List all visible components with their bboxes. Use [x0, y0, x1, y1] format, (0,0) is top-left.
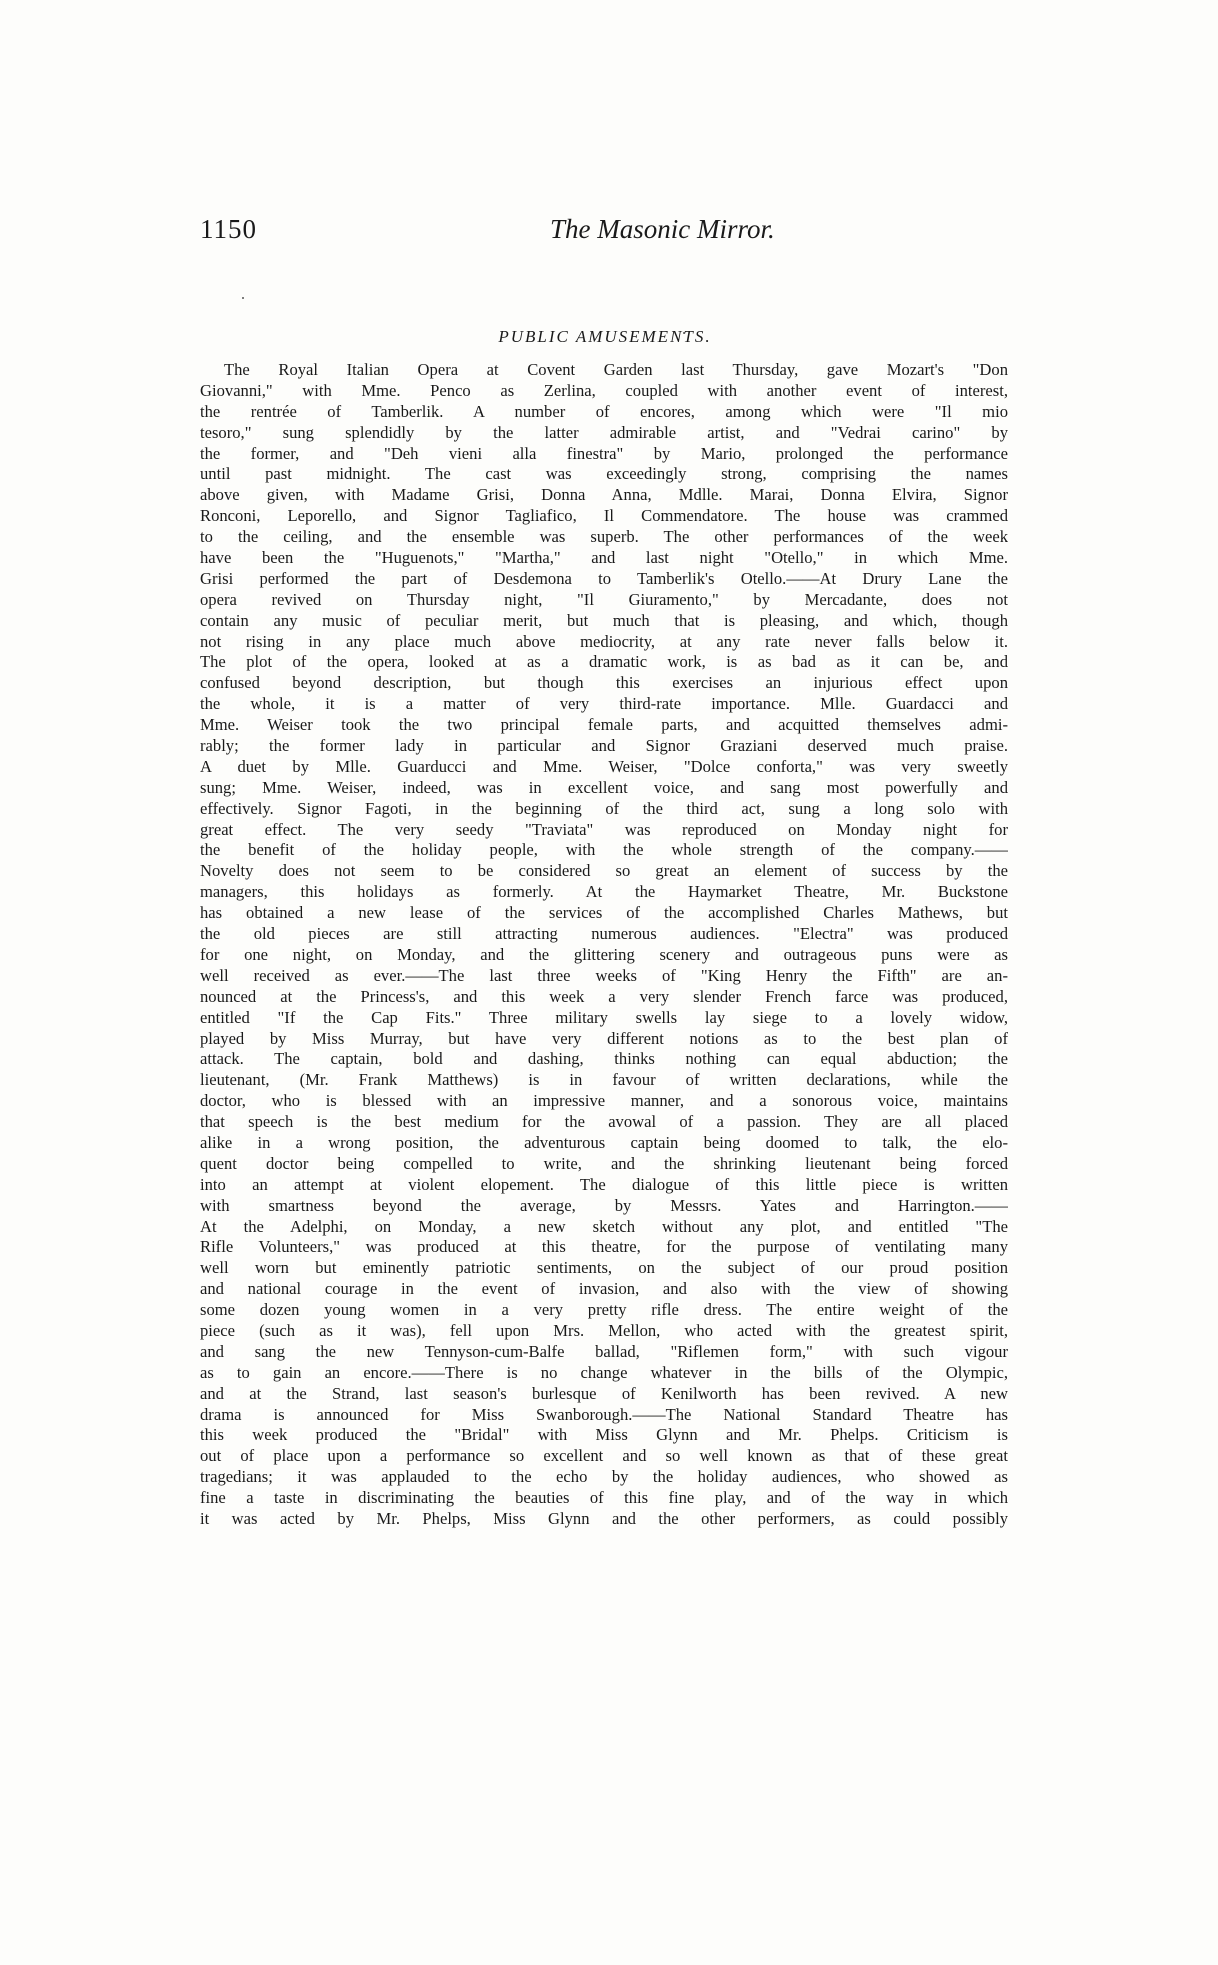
article-line: the whole, it is a matter of very third-rate importance. Mlle. Guardacci and [200, 694, 1008, 714]
page-header [200, 214, 1010, 254]
article-line: it was acted by Mr. Phelps, Miss Glynn and the other performers, as could possibly [200, 1508, 1008, 1528]
article-line: effectively. Signor Fagoti, in the beginning of the third act, sung a long solo with [200, 798, 1008, 818]
article-line: Ronconi, Leporello, and Signor Tagliafico, Il Commendatore. The house was crammed [200, 506, 1008, 526]
article-line: and sang the new Tennyson-cum-Balfe ballad, "Riflemen form," with such vigour [200, 1341, 1008, 1361]
article-line: into an attempt at violent elopement. The dialogue of this little piece is written [200, 1174, 1008, 1194]
article-line: Grisi performed the part of Desdemona to Tamberlik's Otello.——At Drury Lane the [200, 568, 1008, 588]
page-number: 1150 [200, 214, 257, 244]
article-line: opera revived on Thursday night, "Il Giuramento," by Mercadante, does not [200, 589, 1008, 609]
article-line: confused beyond description, but though this exercises an injurious effect upon [200, 673, 1008, 693]
article-line: the benefit of the holiday people, with the whole strength of the company.—— [200, 840, 1008, 860]
article-line: above given, with Madame Grisi, Donna Anna, Mdlle. Marai, Donna Elvira, Signor [200, 485, 1008, 505]
section-title: PUBLIC AMUSEMENTS. [498, 327, 712, 346]
article-line: not rising in any place much above mediocrity, at any rate never falls below it. [200, 631, 1008, 651]
article-line: attack. The captain, bold and dashing, thinks nothing can equal abduction; the [200, 1049, 1008, 1069]
article-line: the old pieces are still attracting numerous audiences. "Electra" was produced [200, 924, 1008, 944]
article-line: sung; Mme. Weiser, indeed, was in excellent voice, and sang most powerfully and [200, 777, 1008, 797]
article-line: The plot of the opera, looked at as a dramatic work, is as bad as it can be, and [200, 652, 1008, 672]
article-line: doctor, who is blessed with an impressive manner, and a sonorous voice, maintains [200, 1091, 1008, 1111]
article-line: this week produced the "Bridal" with Miss Glynn and Mr. Phelps. Criticism is [200, 1425, 1008, 1445]
article-line: nounced at the Princess's, and this week a very slender French farce was produced, [200, 986, 1008, 1006]
article-line: that speech is the best medium for the avowal of a passion. They are all placed [200, 1112, 1008, 1132]
article-line: Mme. Weiser took the two principal female parts, and acquitted themselves admi- [200, 715, 1008, 735]
article-line: well worn but eminently patriotic sentiments, on the subject of our proud position [200, 1258, 1008, 1278]
article-line: great effect. The very seedy "Traviata" was reproduced on Monday night for [200, 819, 1008, 839]
article-line: At the Adelphi, on Monday, a new sketch without any plot, and entitled "The [200, 1216, 1008, 1236]
article-line: entitled "If the Cap Fits." Three military swells lay siege to a lovely widow, [200, 1007, 1008, 1027]
article-body [200, 360, 1008, 1530]
article-line: to the ceiling, and the ensemble was superb. The other performances of the week [200, 527, 1008, 547]
article-line: well received as ever.——The last three weeks of "King Henry the Fifth" are an- [200, 965, 1008, 985]
article-line: Rifle Volunteers," was produced at this theatre, for the purpose of ventilating many [200, 1237, 1008, 1257]
article-line: alike in a wrong position, the adventurous captain being doomed to talk, the elo- [200, 1132, 1008, 1152]
article-line: managers, this holidays as formerly. At the Haymarket Theatre, Mr. Buckstone [200, 882, 1008, 902]
article-line: the former, and "Deh vieni alla finestra" by Mario, prolonged the performance [200, 443, 1008, 463]
journal-title: The Masonic Mirror. [550, 214, 775, 244]
article-line: piece (such as it was), fell upon Mrs. Mellon, who acted with the greatest spirit, [200, 1320, 1008, 1340]
article-line: contain any music of peculiar merit, but much that is pleasing, and which, though [200, 610, 1008, 630]
article-line: fine a taste in discriminating the beauties of this fine play, and of the way in which [200, 1488, 1008, 1508]
article-line: drama is announced for Miss Swanborough.——The National Standard Theatre has [200, 1404, 1008, 1424]
article-line: out of place upon a performance so excellent and so well known as that of these great [200, 1446, 1008, 1466]
article-line: A duet by Mlle. Guarducci and Mme. Weiser, "Dolce conforta," was very sweetly [200, 756, 1008, 776]
article-line: for one night, on Monday, and the glittering scenery and outrageous puns were as [200, 944, 1008, 964]
article-line: quent doctor being compelled to write, and the shrinking lieutenant being forced [200, 1153, 1008, 1173]
article-line: lieutenant, (Mr. Frank Matthews) is in favour of written declarations, while the [200, 1070, 1008, 1090]
article-line: some dozen young women in a very pretty rifle dress. The entire weight of the [200, 1300, 1008, 1320]
print-speck [242, 297, 244, 299]
article-line: until past midnight. The cast was exceedingly strong, comprising the names [200, 464, 1008, 484]
article-line: and at the Strand, last season's burlesque of Kenilworth has been revived. A new [200, 1383, 1008, 1403]
article-line: and national courage in the event of invasion, and also with the view of showing [200, 1279, 1008, 1299]
article-line: The Royal Italian Opera at Covent Garden last Thursday, gave Mozart's "Don [224, 360, 1008, 379]
article-line: the rentrée of Tamberlik. A number of encores, among which were "Il mio [200, 401, 1008, 421]
article-line: tesoro," sung splendidly by the latter admirable artist, and "Vedrai carino" by [200, 422, 1008, 442]
article-line: has obtained a new lease of the services of the accomplished Charles Mathews, but [200, 903, 1008, 923]
article-line: Giovanni," with Mme. Penco as Zerlina, coupled with another event of interest, [200, 380, 1008, 400]
article-line: played by Miss Murray, but have very different notions as to the best plan of [200, 1028, 1008, 1048]
article-line: as to gain an encore.——There is no change whatever in the bills of the Olympic, [200, 1362, 1008, 1382]
article-line: rably; the former lady in particular and Signor Graziani deserved much praise. [200, 736, 1008, 756]
article-line: have been the "Huguenots," "Martha," and last night "Otello," in which Mme. [200, 548, 1008, 568]
article-line: tragedians; it was applauded to the echo by the holiday audiences, who showed as [200, 1467, 1008, 1487]
article-line: Novelty does not seem to be considered so great an element of success by the [200, 861, 1008, 881]
article-line: with smartness beyond the average, by Messrs. Yates and Harrington.—— [200, 1195, 1008, 1215]
